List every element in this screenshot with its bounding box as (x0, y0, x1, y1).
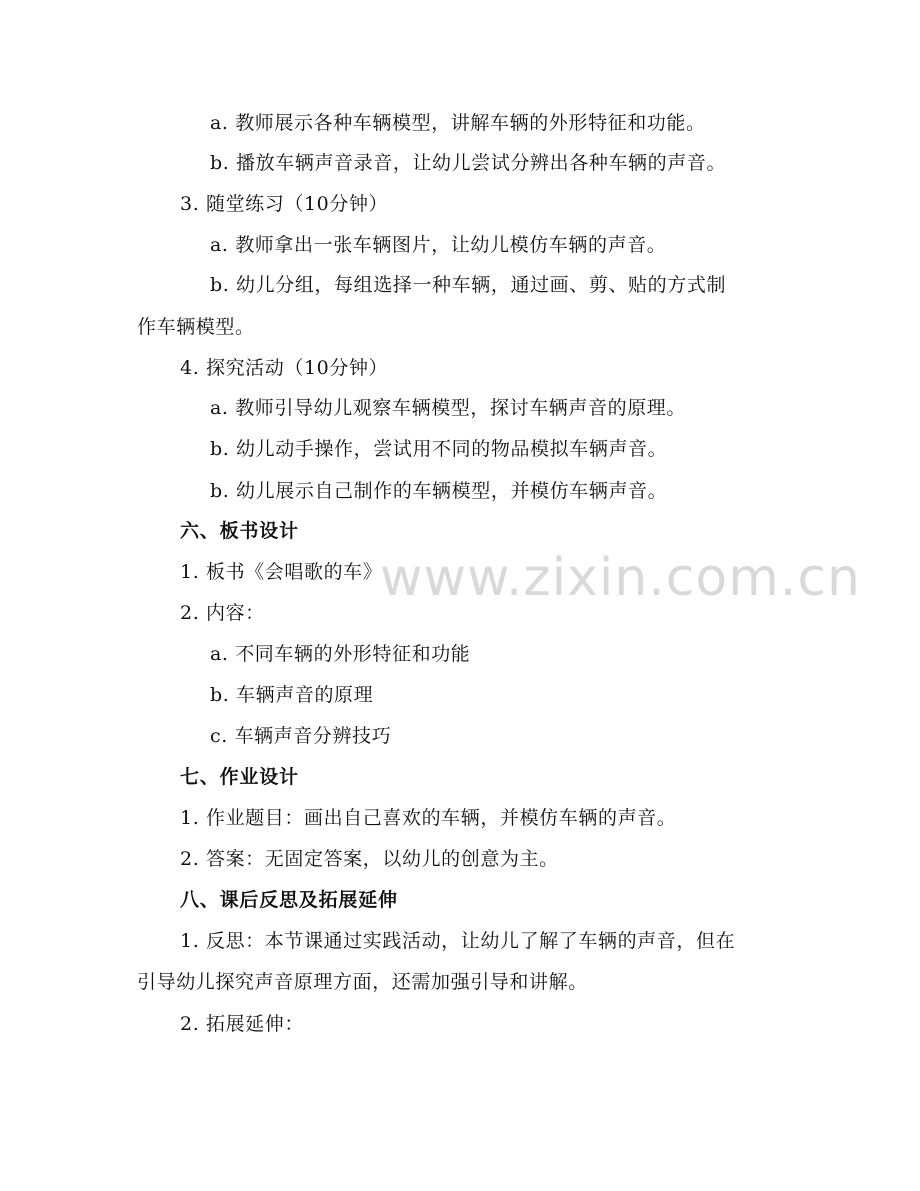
section-step-title: 3. 随堂练习（10分钟） (180, 193, 389, 215)
list-item: a. 教师拿出一张车辆图片，让幼儿模仿车辆的声音。 (210, 234, 667, 256)
list-item: 1. 板书《会唱歌的车》 (180, 561, 383, 583)
list-item: 2. 答案：无固定答案，以幼儿的创意为主。 (180, 848, 559, 870)
watermark: www.zixin.com.cn (380, 548, 861, 608)
list-item: a. 教师展示各种车辆模型，讲解车辆的外形特征和功能。 (210, 112, 706, 134)
list-item: a. 不同车辆的外形特征和功能 (210, 643, 471, 665)
list-item: b. 幼儿分组，每组选择一种车辆，通过画、剪、贴的方式制 (210, 274, 727, 296)
list-item: b. 幼儿动手操作，尝试用不同的物品模拟车辆声音。 (210, 438, 668, 460)
list-item: 1. 反思：本节课通过实践活动，让幼儿了解了车辆的声音，但在 (180, 930, 736, 952)
section-heading: 六、板书设计 (180, 520, 299, 542)
list-item: b. 幼儿展示自己制作的车辆模型，并模仿车辆声音。 (210, 480, 668, 502)
list-item-continuation: 作车辆模型。 (137, 316, 255, 338)
list-item: b. 播放车辆声音录音，让幼儿尝试分辨出各种车辆的声音。 (210, 152, 727, 174)
list-item: 2. 拓展延伸： (180, 1013, 304, 1035)
list-item-continuation: 引导幼儿探究声音原理方面，还需加强引导和讲解。 (137, 971, 588, 993)
list-item: c. 车辆声音分辨技巧 (210, 725, 392, 747)
section-step-title: 4. 探究活动（10分钟） (180, 357, 389, 379)
list-item: 1. 作业题目：画出自己喜欢的车辆，并模仿车辆的声音。 (180, 807, 677, 829)
section-heading: 七、作业设计 (180, 766, 299, 788)
section-heading: 八、课后反思及拓展延伸 (180, 889, 398, 911)
list-item: 2. 内容： (180, 602, 265, 624)
list-item: b. 车辆声音的原理 (210, 684, 374, 706)
list-item: a. 教师引导幼儿观察车辆模型，探讨车辆声音的原理。 (210, 397, 687, 419)
